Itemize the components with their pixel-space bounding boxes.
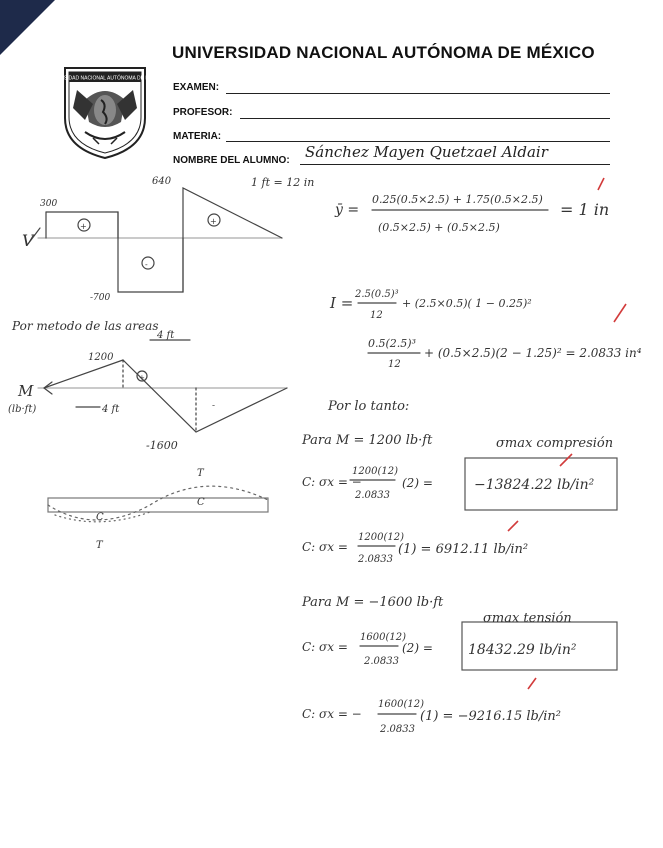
inertia-term3-num: 0.5(2.5)³	[368, 337, 416, 350]
centroid-lhs: ȳ =	[335, 202, 360, 218]
case2-row-c-mult: (2) =	[402, 641, 433, 655]
conclusion-text: Por lo tanto:	[328, 399, 410, 414]
inertia-lhs: I =	[330, 294, 354, 312]
case2-row-t-num: 1600(12)	[378, 699, 424, 710]
case2-row-t-prefix: C: σx = −	[302, 707, 362, 721]
case1-row-c-prefix: C: σx = −	[302, 475, 362, 489]
moment-span-left: 4 ft	[102, 404, 120, 415]
inertia-term2: + (2.5×0.5)( 1 − 0.25)²	[402, 297, 532, 310]
centroid-denominator: (0.5×2.5) + (0.5×2.5)	[378, 221, 500, 234]
case2-sigma-label: σmax tensión	[483, 611, 572, 626]
case2-row-t-den: 2.0833	[380, 724, 415, 735]
case1-row-t-den: 2.0833	[358, 554, 393, 565]
beam-label: C	[96, 512, 104, 523]
shear-label-300: 300	[40, 199, 58, 209]
centroid-result: = 1 in	[560, 200, 610, 219]
case1-row-t-result: (1) = 6912.11 lb/in²	[398, 542, 529, 557]
moment-span-top: 4 ft	[157, 330, 175, 341]
beam-sketch	[48, 486, 268, 522]
moment-axis-units: (lb·ft)	[8, 404, 37, 415]
region-sign: -	[212, 401, 216, 411]
institution-title: UNIVERSIDAD NACIONAL AUTÓNOMA DE MÉXICO	[172, 43, 595, 62]
region-sign: +	[139, 374, 145, 382]
case2-heading: Para M = −1600 lb·ft	[302, 595, 444, 610]
moment-label-1200: 1200	[88, 352, 114, 363]
case1-row-c-result: −13824.22 lb/in²	[474, 477, 595, 493]
professor-label: PROFESOR:	[173, 107, 233, 118]
shear-label-640: 640	[152, 176, 172, 187]
case1-row-t-num: 1200(12)	[358, 532, 404, 543]
student-label: NOMBRE DEL ALUMNO:	[173, 155, 290, 166]
inertia-term4: + (0.5×2.5)(2 − 1.25)² = 2.0833 in⁴	[424, 346, 642, 360]
shear-diagram	[28, 188, 282, 292]
case2-row-c-num: 1600(12)	[360, 632, 406, 643]
inertia-term1-den: 12	[370, 310, 383, 321]
region-sign: -	[145, 260, 148, 269]
case1-row-c-num: 1200(12)	[352, 466, 398, 477]
moment-axis-m: M	[18, 382, 34, 400]
case2-row-c-result: 18432.29 lb/in²	[468, 642, 577, 658]
check-mark	[598, 178, 604, 190]
case2-row-c-prefix: C: σx =	[302, 640, 348, 654]
beam-label: C	[197, 497, 205, 508]
case2-row-t-result: (1) = −9216.15 lb/in²	[420, 709, 561, 724]
case2-row-c-den: 2.0833	[364, 656, 399, 667]
unit-conversion: 1 ft = 12 in	[251, 176, 315, 189]
check-mark	[560, 454, 572, 466]
check-mark	[508, 521, 518, 531]
centroid-numerator: 0.25(0.5×2.5) + 1.75(0.5×2.5)	[372, 193, 543, 206]
shear-axis-v: V	[22, 231, 34, 250]
method-note: Por metodo de las areas	[12, 319, 159, 333]
moment-label-1600: -1600	[146, 439, 178, 452]
student-name: Sánchez Mayen Quetzael Aldair	[305, 143, 548, 161]
case1-row-c-den: 2.0833	[355, 490, 390, 501]
subject-label: MATERIA:	[173, 131, 222, 142]
moment-diagram	[38, 340, 287, 432]
seal-text: UNIVERSIDAD NACIONAL AUTÓNOMA DE MÉXICO	[44, 75, 166, 82]
case1-row-t-prefix: C: σx =	[302, 540, 348, 554]
case1-sigma-label: σmax compresión	[496, 436, 614, 451]
beam-label: T	[197, 468, 204, 479]
shear-label-700: -700	[90, 293, 111, 303]
inertia-term3-den: 12	[388, 359, 401, 370]
case1-row-c-mult: (2) =	[402, 476, 433, 490]
region-sign: +	[80, 222, 87, 231]
exam-label: EXAMEN:	[173, 82, 220, 93]
check-mark	[614, 304, 626, 322]
case1-heading: Para M = 1200 lb·ft	[302, 433, 433, 448]
beam-label: T	[96, 540, 103, 551]
check-mark	[528, 678, 536, 689]
region-sign: +	[210, 217, 217, 226]
inertia-term1-num: 2.5(0.5)³	[355, 289, 399, 300]
